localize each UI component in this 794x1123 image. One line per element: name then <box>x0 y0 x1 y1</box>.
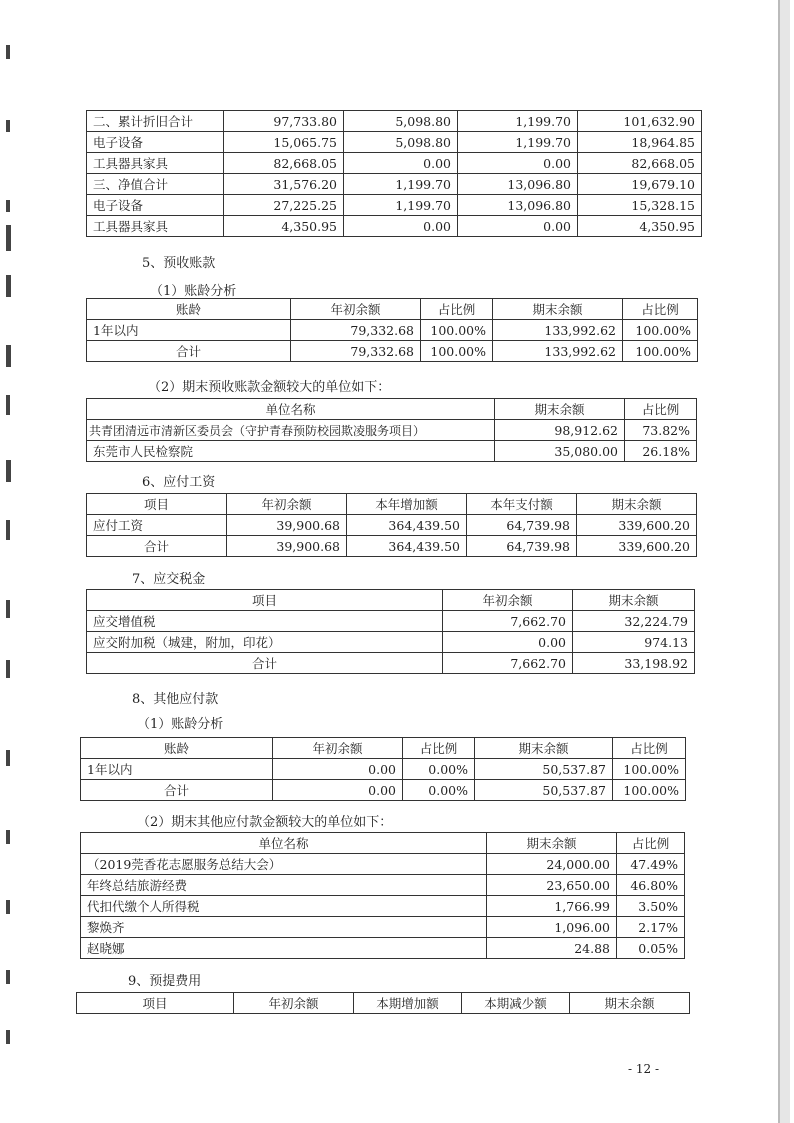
cell: 32,224.79 <box>573 611 695 632</box>
cell: 15,065.75 <box>224 132 344 153</box>
column-header: 年初余额 <box>443 590 573 611</box>
cell: 18,964.85 <box>578 132 702 153</box>
column-header: 期末余额 <box>573 590 695 611</box>
section-title: 8、其他应付款 <box>132 692 219 707</box>
cell: 0.00 <box>344 153 458 174</box>
section-subtitle: （2）期末预收账款金额较大的单位如下： <box>148 380 391 395</box>
cell: 工具器具家具 <box>87 153 224 174</box>
accrued-expenses-table <box>76 992 690 1014</box>
cell: 应交增值税 <box>87 611 443 632</box>
column-header: 年初余额 <box>273 738 403 759</box>
cell: 13,096.80 <box>458 195 578 216</box>
column-header: 占比例 <box>613 738 686 759</box>
cell: 1,199.70 <box>344 195 458 216</box>
cell: 合计 <box>87 653 443 674</box>
cell: 应付工资 <box>87 515 227 536</box>
cell: 19,679.10 <box>578 174 702 195</box>
page-edge-shadow <box>780 0 790 1123</box>
binder-holes <box>0 0 22 1123</box>
other-payables-unit-table <box>80 832 685 959</box>
cell: 0.00 <box>458 153 578 174</box>
table-header-row <box>81 833 685 854</box>
cell: 黎焕齐 <box>81 917 487 938</box>
cell: 1年以内 <box>87 320 291 341</box>
cell: 电子设备 <box>87 132 224 153</box>
cell: 64,739.98 <box>467 536 577 557</box>
table-row <box>81 759 686 780</box>
cell: 101,632.90 <box>578 111 702 132</box>
cell: 合计 <box>81 780 273 801</box>
table-row <box>87 111 702 132</box>
column-header: 账龄 <box>81 738 273 759</box>
cell: 年终总结旅游经费 <box>81 875 487 896</box>
column-header: 年初余额 <box>291 299 421 320</box>
column-header: 占比例 <box>625 399 697 420</box>
cell: 0.00 <box>344 216 458 237</box>
column-header: 项目 <box>77 993 234 1014</box>
cell: 2.17% <box>617 917 685 938</box>
column-header: 单位名称 <box>81 833 487 854</box>
table-row <box>87 216 702 237</box>
cell: 3.50% <box>617 896 685 917</box>
column-header: 期末余额 <box>570 993 690 1014</box>
cell: 24.88 <box>487 938 617 959</box>
cell: 82,668.05 <box>224 153 344 174</box>
cell: 97,733.80 <box>224 111 344 132</box>
section-title: 7、应交税金 <box>132 572 206 587</box>
cell: 代扣代缴个人所得税 <box>81 896 487 917</box>
cell: 二、累计折旧合计 <box>87 111 224 132</box>
cell: 33,198.92 <box>573 653 695 674</box>
cell: 364,439.50 <box>347 515 467 536</box>
cell: 82,668.05 <box>578 153 702 174</box>
column-header: 占比例 <box>403 738 475 759</box>
cell: 0.00 <box>273 780 403 801</box>
table-row <box>87 195 702 216</box>
cell: 47.49% <box>617 854 685 875</box>
cell: 339,600.20 <box>577 515 697 536</box>
column-header: 期末余额 <box>475 738 613 759</box>
column-header: 期末余额 <box>577 494 697 515</box>
table-row <box>87 653 695 674</box>
column-header: 期末余额 <box>493 299 623 320</box>
table-header-row <box>87 299 698 320</box>
cell: 0.00 <box>443 632 573 653</box>
cell: 100.00% <box>623 341 698 362</box>
cell: 98,912.62 <box>495 420 625 441</box>
page-number: - 12 - <box>628 1062 660 1076</box>
section-title: 9、预提费用 <box>128 974 202 989</box>
cell: 79,332.68 <box>291 320 421 341</box>
table-row <box>87 320 698 341</box>
table-row <box>87 132 702 153</box>
table-header-row <box>87 494 697 515</box>
column-header: 期末余额 <box>495 399 625 420</box>
table-row <box>87 536 697 557</box>
cell: 39,900.68 <box>227 515 347 536</box>
cell: 合计 <box>87 341 291 362</box>
other-payables-aging-table <box>80 737 686 801</box>
table-row <box>87 632 695 653</box>
table-header-row <box>81 738 686 759</box>
cell: 赵晓娜 <box>81 938 487 959</box>
table-header-row <box>87 399 697 420</box>
cell: 共青团清远市清新区委员会（守护青春预防校园欺凌服务项目） <box>87 420 495 441</box>
advance-receipts-unit-table <box>86 398 697 462</box>
section-subtitle: （1）账龄分析 <box>137 717 224 732</box>
column-header: 年初余额 <box>234 993 354 1014</box>
cell: 东莞市人民检察院 <box>87 441 495 462</box>
table-row <box>81 854 685 875</box>
cell: 0.05% <box>617 938 685 959</box>
column-header: 占比例 <box>623 299 698 320</box>
cell: 339,600.20 <box>577 536 697 557</box>
table-row <box>87 515 697 536</box>
cell: 15,328.15 <box>578 195 702 216</box>
section-title: 5、预收账款 <box>142 256 216 271</box>
table-row <box>87 153 702 174</box>
cell: 73.82% <box>625 420 697 441</box>
table-row <box>87 174 702 195</box>
table-header-row <box>87 590 695 611</box>
column-header: 期末余额 <box>487 833 617 854</box>
table-row <box>87 341 698 362</box>
column-header: 单位名称 <box>87 399 495 420</box>
table-row <box>81 875 685 896</box>
column-header: 年初余额 <box>227 494 347 515</box>
table-row <box>87 441 697 462</box>
cell: 0.00 <box>273 759 403 780</box>
cell: 31,576.20 <box>224 174 344 195</box>
cell: 合计 <box>87 536 227 557</box>
cell: 1,199.70 <box>458 132 578 153</box>
table-row <box>87 611 695 632</box>
cell: 三、净值合计 <box>87 174 224 195</box>
cell: 100.00% <box>421 320 493 341</box>
column-header: 账龄 <box>87 299 291 320</box>
column-header: 占比例 <box>617 833 685 854</box>
cell: 7,662.70 <box>443 653 573 674</box>
cell: 46.80% <box>617 875 685 896</box>
cell: 1,199.70 <box>344 174 458 195</box>
depreciation-table <box>86 110 702 237</box>
column-header: 本期减少额 <box>462 993 570 1014</box>
cell: 974.13 <box>573 632 695 653</box>
cell: 26.18% <box>625 441 697 462</box>
cell: （2019莞香花志愿服务总结大会） <box>81 854 487 875</box>
column-header: 项目 <box>87 590 443 611</box>
section-subtitle: （1）账龄分析 <box>150 284 237 299</box>
column-header: 项目 <box>87 494 227 515</box>
cell: 工具器具家具 <box>87 216 224 237</box>
cell: 4,350.95 <box>578 216 702 237</box>
cell: 7,662.70 <box>443 611 573 632</box>
cell: 0.00% <box>403 759 475 780</box>
cell: 5,098.80 <box>344 111 458 132</box>
table-row <box>87 420 697 441</box>
cell: 64,739.98 <box>467 515 577 536</box>
cell: 0.00% <box>403 780 475 801</box>
cell: 1,766.99 <box>487 896 617 917</box>
cell: 100.00% <box>421 341 493 362</box>
column-header: 本年支付额 <box>467 494 577 515</box>
cell: 133,992.62 <box>493 341 623 362</box>
cell: 100.00% <box>613 780 686 801</box>
cell: 0.00 <box>458 216 578 237</box>
table-header-row <box>77 993 690 1014</box>
cell: 1,096.00 <box>487 917 617 938</box>
column-header: 本年增加额 <box>347 494 467 515</box>
cell: 35,080.00 <box>495 441 625 462</box>
table-row <box>81 896 685 917</box>
column-header: 本期增加额 <box>354 993 462 1014</box>
cell: 1,199.70 <box>458 111 578 132</box>
cell: 39,900.68 <box>227 536 347 557</box>
cell: 电子设备 <box>87 195 224 216</box>
cell: 27,225.25 <box>224 195 344 216</box>
cell: 100.00% <box>613 759 686 780</box>
table-row <box>81 780 686 801</box>
cell: 4,350.95 <box>224 216 344 237</box>
column-header: 占比例 <box>421 299 493 320</box>
cell: 应交附加税（城建，附加，印花） <box>87 632 443 653</box>
cell: 50,537.87 <box>475 780 613 801</box>
cell: 100.00% <box>623 320 698 341</box>
cell: 50,537.87 <box>475 759 613 780</box>
page-edge-line <box>778 0 780 1123</box>
table-row <box>81 938 685 959</box>
cell: 5,098.80 <box>344 132 458 153</box>
section-title: 6、应付工资 <box>142 475 216 490</box>
section-subtitle: （2）期末其他应付款金额较大的单位如下： <box>137 815 393 830</box>
table-row <box>81 917 685 938</box>
taxes-payable-table <box>86 589 695 674</box>
wages-payable-table <box>86 493 697 557</box>
cell: 23,650.00 <box>487 875 617 896</box>
cell: 13,096.80 <box>458 174 578 195</box>
cell: 133,992.62 <box>493 320 623 341</box>
cell: 24,000.00 <box>487 854 617 875</box>
cell: 1年以内 <box>81 759 273 780</box>
advance-receipts-aging-table <box>86 298 698 362</box>
cell: 364,439.50 <box>347 536 467 557</box>
cell: 79,332.68 <box>291 341 421 362</box>
